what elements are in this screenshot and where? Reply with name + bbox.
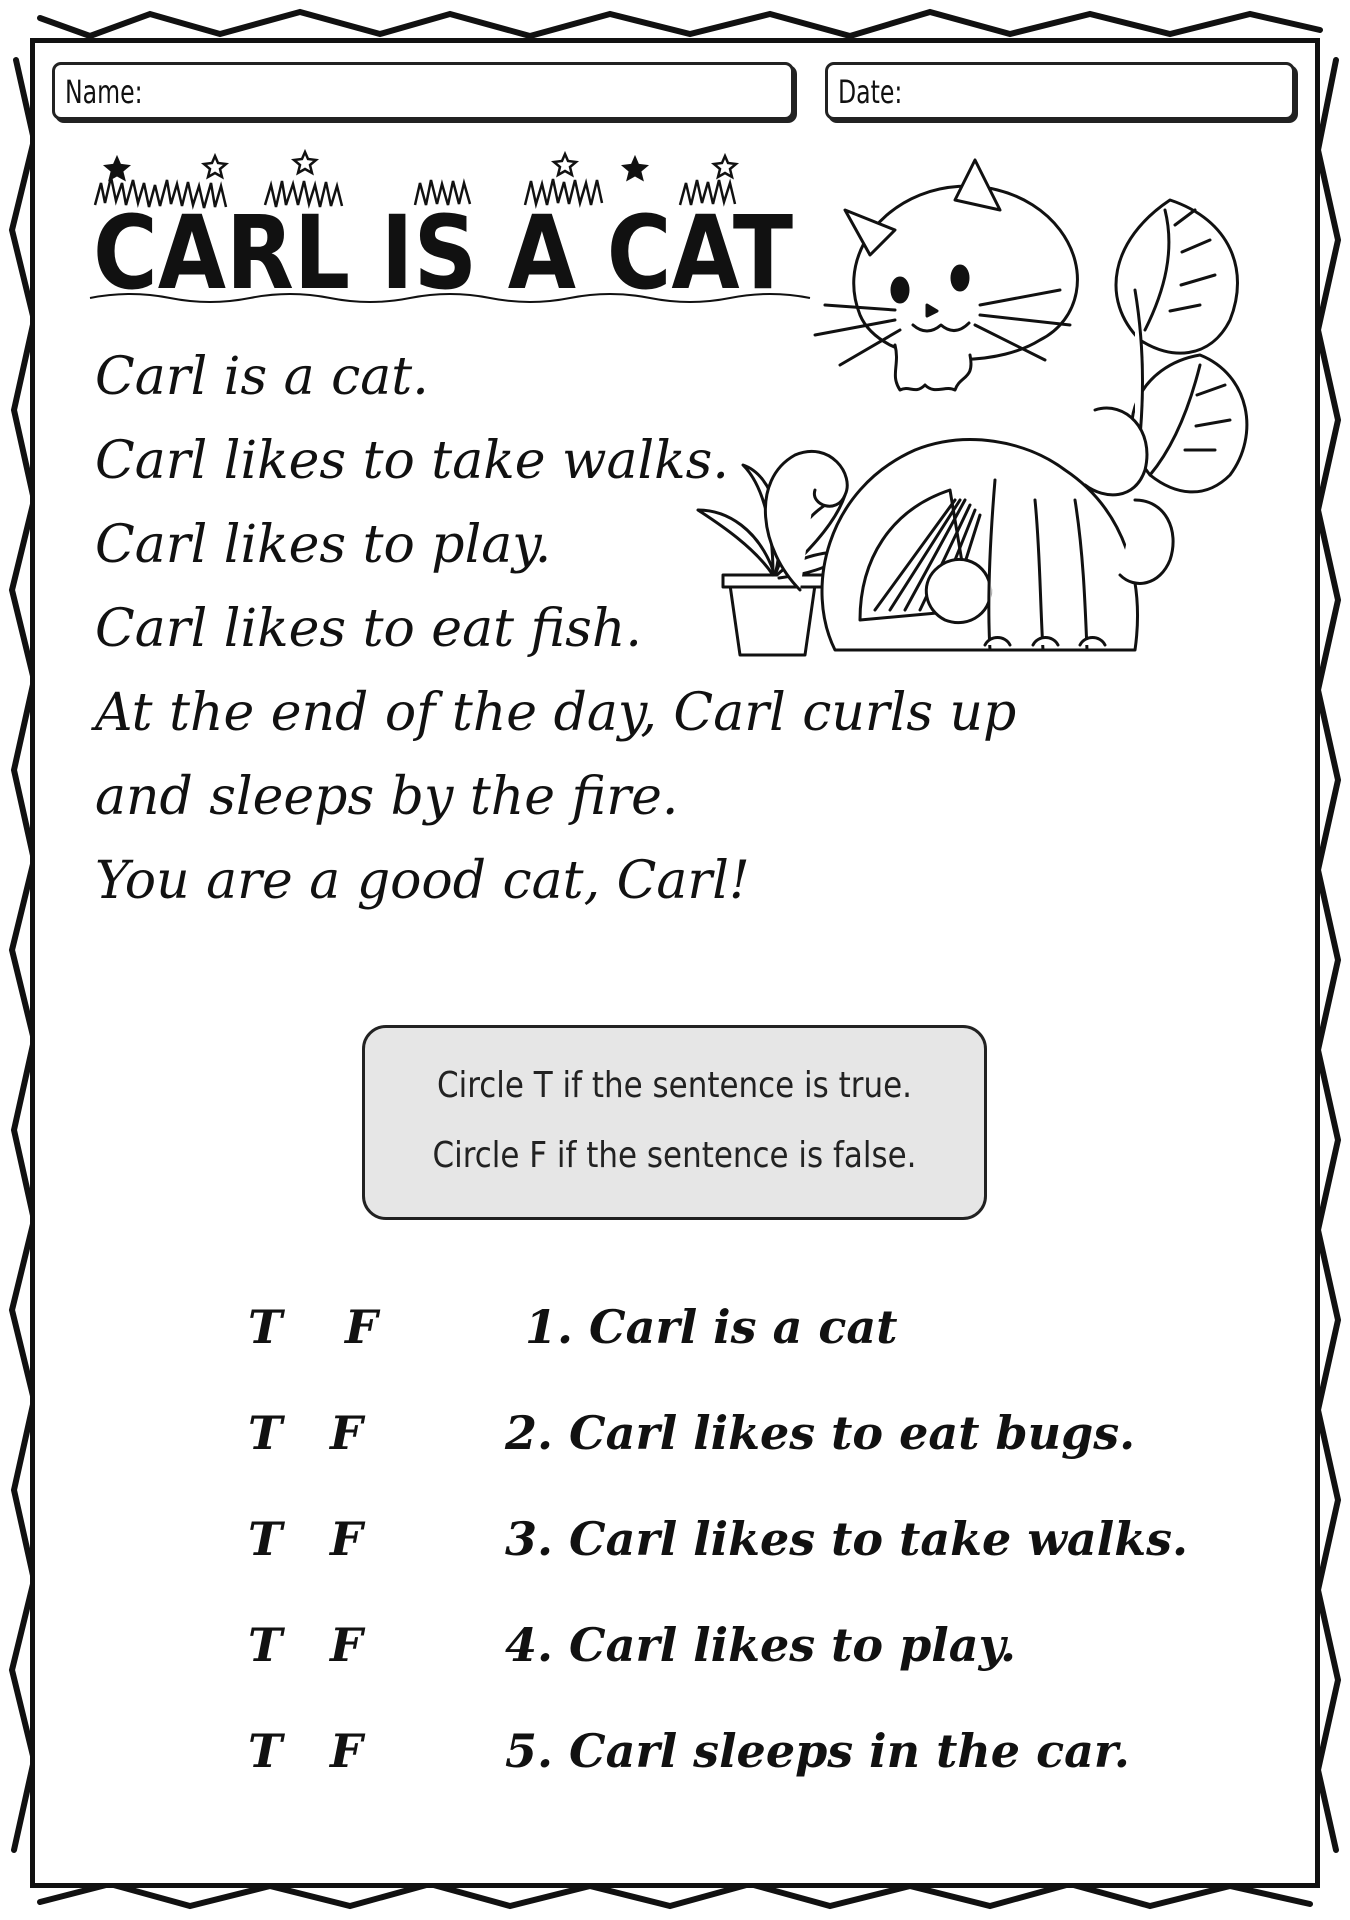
- instruction-line-false: Circle F if the sentence is false.: [432, 1135, 917, 1176]
- question-text: 2. Carl likes to eat bugs.: [505, 1406, 1136, 1460]
- false-option[interactable]: F: [345, 1300, 378, 1354]
- question-text: 4. Carl likes to play.: [505, 1618, 1017, 1672]
- true-option[interactable]: T: [248, 1512, 283, 1566]
- story-line: Carl is a cat.: [95, 347, 429, 407]
- date-label: Date:: [838, 73, 903, 111]
- true-option[interactable]: T: [248, 1406, 283, 1460]
- story-line: At the end of the day, Carl curls up: [95, 683, 1017, 743]
- date-field[interactable]: [825, 62, 1295, 120]
- question-row: [0, 1618, 1350, 1698]
- question-text: 3. Carl likes to take walks.: [505, 1512, 1188, 1566]
- story-line: You are a good cat, Carl!: [95, 851, 750, 911]
- instruction-box: [362, 1025, 987, 1220]
- cat-with-plants-icon: [695, 180, 1285, 670]
- worksheet-title: CARL IS A CAT: [93, 194, 794, 313]
- story-line: and sleeps by the fire.: [95, 767, 679, 827]
- story-line: Carl likes to play.: [95, 515, 552, 575]
- question-row: [0, 1724, 1350, 1804]
- story-line: Carl likes to take walks.: [95, 431, 729, 491]
- question-row: [0, 1406, 1350, 1486]
- name-field[interactable]: [52, 62, 794, 120]
- true-option[interactable]: T: [248, 1724, 283, 1778]
- name-label: Name:: [65, 73, 143, 111]
- true-option[interactable]: T: [248, 1618, 283, 1672]
- star-decoration-icon: [106, 152, 736, 179]
- false-option[interactable]: F: [330, 1406, 363, 1460]
- story-line: Carl likes to eat fish.: [95, 599, 642, 659]
- question-text: 1. Carl is a cat: [525, 1300, 898, 1354]
- false-option[interactable]: F: [330, 1724, 363, 1778]
- false-option[interactable]: F: [330, 1618, 363, 1672]
- question-row: [0, 1300, 1350, 1380]
- true-option[interactable]: T: [248, 1300, 283, 1354]
- instruction-line-true: Circle T if the sentence is true.: [436, 1065, 912, 1106]
- question-row: [0, 1512, 1350, 1592]
- false-option[interactable]: F: [330, 1512, 363, 1566]
- question-text: 5. Carl sleeps in the car.: [505, 1724, 1130, 1778]
